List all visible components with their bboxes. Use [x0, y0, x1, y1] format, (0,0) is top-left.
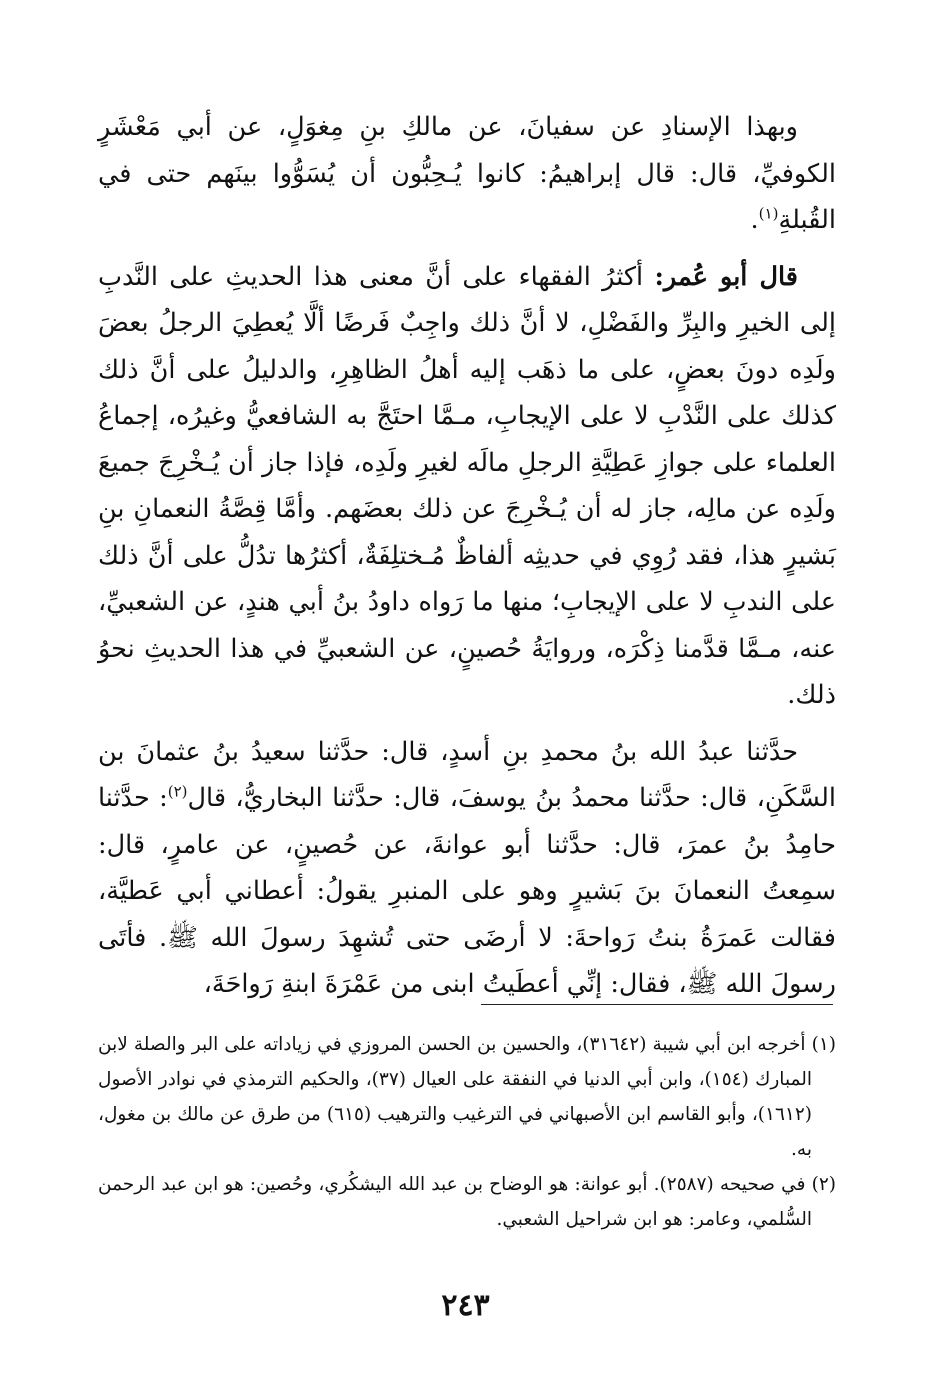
- footnotes: [98, 1027, 836, 1237]
- footnote-marker-2: (٢): [167, 782, 188, 801]
- footnote-1: (١) أخرجه ابن أبي شيبة (٣١٦٤٢)، والحسين بن الحسن المروزي في زياداته على البر والصلة لابن المبارك (١٥٤)، وابن أبي الدنيا في النفقة على العيال (٣٧)، والحكيم الترمذي في نوادر الأصول (١٦١٢)، وأبو القاسم ابن الأصبهاني في الترغيب والترهيب (٦١٥) من طرق عن مالك بن مغول، به.: [98, 1034, 836, 1160]
- page-number: ٢٤٣: [441, 1288, 490, 1323]
- paragraph-1: وبهذا الإسنادِ عن سفيانَ، عن مالكِ بنِ مِغوَلٍ، عن أبي مَعْشَرٍ الكوفيِّ، قال: قال إبراهيمُ: كانوا يُـحِبُّون أن يُسَوُّوا بينَهم حتى في القُبلةِ$^{(١)}$.: [98, 112, 836, 235]
- footnote-marker-1: (١): [758, 204, 779, 223]
- paragraph-3: حدَّثنا عبدُ الله بنُ محمدِ بنِ أسدٍ، قال: حدَّثنا سعيدُ بنُ عثمانَ بن السَّكَنِ، قال: حدَّثنا محمدُ بنُ يوسفَ، قال: حدَّثنا البخاريُّ، قال$^{(٢)}$: حدَّثنا حامِدُ بنُ عمرَ، قال: حدَّثنا أبو عوانةَ، عن حُصينٍ، عن عامرٍ، قال: سمِعتُ النعمانَ بنَ بَشيرٍ وهو على المنبرِ يقولُ: أعطاني أبي عَطيَّة، فقالت عَمرَةُ بنتُ رَواحةَ: لا أرضَى حتى تُشهِدَ رسولَ الله ﷺ. فأتَى رسولَ الله ﷺ، فقال: إنِّي أعطَيتُ ابنى من عَمْرَةَ ابنةِ رَواحَةَ،: [98, 736, 836, 999]
- paragraph-2: قال أبو عُمر: أكثرُ الفقهاء على أنَّ معنى هذا الحديثِ على النَّدبِ إلى الخيرِ والبِرِّ والفَضْلِ، لا أنَّ ذلك واجِبٌ فَرضًا ألَّا يُعطِيَ الرجلُ بعضَ ولَدِه دونَ بعضٍ، على ما ذهَب إليه أهلُ الظاهِرِ، والدليلُ على أنَّ ذلك كذلك على النَّدْبِ لا على الإيجابِ، مـمَّا احتَجَّ به الشافعيُّ وغيرُه، إجماعُ العلماء على جوازِ عَطِيَّةِ الرجلِ مالَه لغيرِ ولَدِه، فإذا جاز أن يُـخْرِجَ جميعَ ولَدِه عن مالِه، جاز له أن يُـخْرِجَ عن ذلك بعضَهم. وأمَّا قِصَّةُ النعمانِ بنِ بَشيرٍ هذا، فقد رُوِي في حديثِه ألفاظٌ مُـختلِفَةٌ، أكثرُها تدُلُّ على أنَّ ذلك على الندبِ لا على الإيجابِ؛ منها ما رَواه داودُ بنُ أبي هندٍ، عن الشعبيِّ، عنه، مـمَّا قدَّمنا ذِكْرَه، وروايَةُ حُصينٍ، عن الشعبيِّ في هذا الحديثِ نحوُ ذلك.: [98, 261, 836, 710]
- main-text: [98, 104, 836, 1008]
- footnote-2: (٢) في صحيحه (٢٥٨٧). أبو عوانة: هو الوضاح بن عبد الله اليشكُري، وحُصين: هو ابن عبد الرحمن السُّلمي، وعامر: هو ابن شراحيل الشعبي.: [98, 1174, 836, 1230]
- footnote-divider: [481, 1004, 833, 1005]
- paragraph-lead: قال أبو عُمر:: [654, 261, 798, 292]
